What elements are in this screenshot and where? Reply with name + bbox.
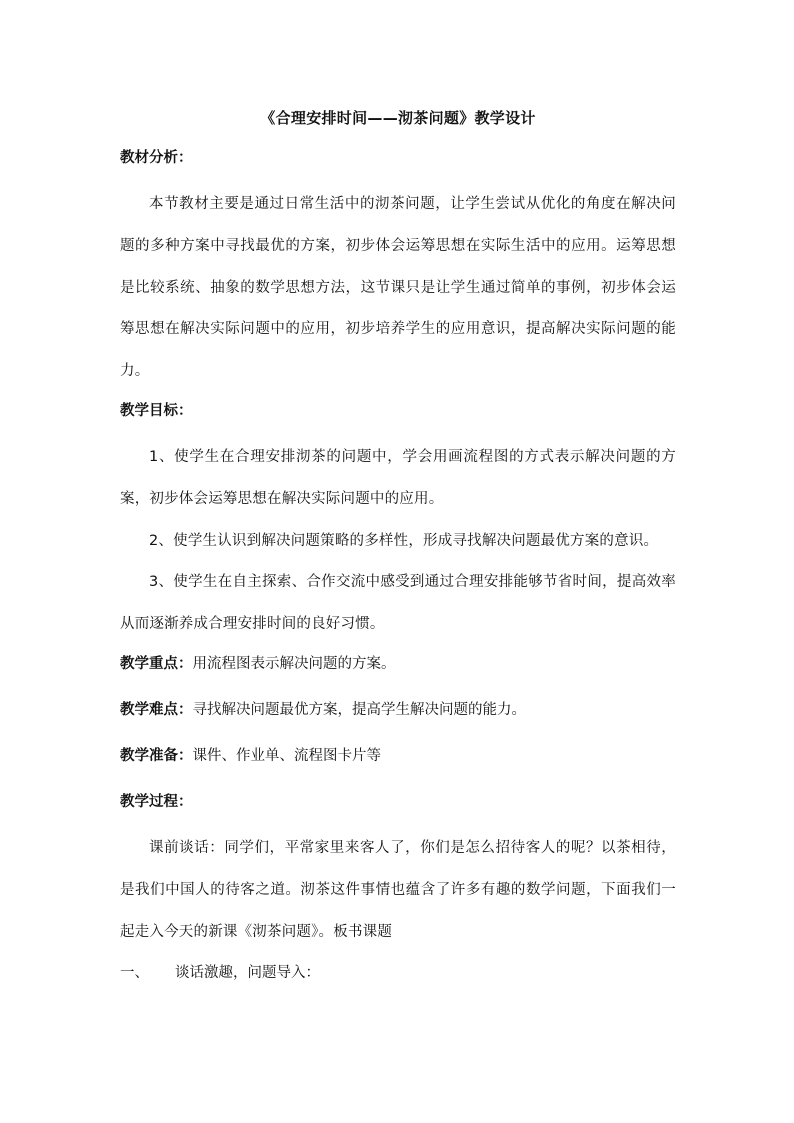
section-heading-material: 教材分析： — [120, 150, 193, 166]
process-step-1 — [120, 959, 676, 987]
goal-item-1: 1、使学生在合理安排沏茶的问题中，学会用画流程图的方式表示解决问题的方案，初步体会运筹思想在解决实际问题中的应用。 — [120, 448, 676, 507]
process-step-1-text: 谈话激趣，问题导入： — [175, 965, 320, 982]
document-title: 《合理安排时间——沏茶问题》教学设计 — [260, 109, 536, 127]
key-point-label: 教学重点： — [120, 655, 193, 672]
preparation-row — [120, 742, 676, 770]
goal-item-3: 3、使学生在自主探索、合作交流中感受到通过合理安排能够节省时间，提高效率从而逐渐养成合理安排时间的良好习惯。 — [120, 574, 676, 633]
difficulty-row — [120, 696, 676, 724]
key-point-row — [120, 650, 676, 678]
difficulty-label: 教学难点： — [120, 701, 193, 718]
process-paragraph: 课前谈话：同学们，平常家里来客人了，你们是怎么招待客人的呢？以茶相待，是我们中国人的待客之道。沏茶这件事情也蕴含了许多有趣的数学问题，下面我们一起走入今天的新课《沏茶问题》。板书课题 — [120, 839, 676, 940]
difficulty-text: 寻找解决问题最优方案，提高学生解决问题的能力。 — [192, 701, 526, 718]
section-heading-process: 教学过程： — [120, 793, 193, 810]
material-paragraph: 本节教材主要是通过日常生活中的沏茶问题，让学生尝试从优化的角度在解决问题的多种方案中寻找最优的方案，初步体会运筹思想在实际生活中的应用。运筹思想是比较系统、抽象的数学思想方法，这节课只是让学生通过简单的事例，初步体会运筹思想在解决实际问题中的应用，初步培养学生的应用意识，提高解决实际问题的能力。 — [120, 196, 676, 380]
preparation-text: 课件、作业单、流程图卡片等 — [192, 747, 381, 764]
key-point-text: 用流程图表示解决问题的方案。 — [192, 655, 396, 672]
preparation-label: 教学准备： — [120, 747, 193, 764]
process-step-1-number: 一、 — [120, 965, 149, 982]
section-heading-goals: 教学目标： — [120, 402, 193, 419]
document-body — [120, 104, 676, 987]
goal-item-2: 2、使学生认识到解决问题策略的多样性，形成寻找解决问题最优方案的意识。 — [149, 532, 659, 549]
